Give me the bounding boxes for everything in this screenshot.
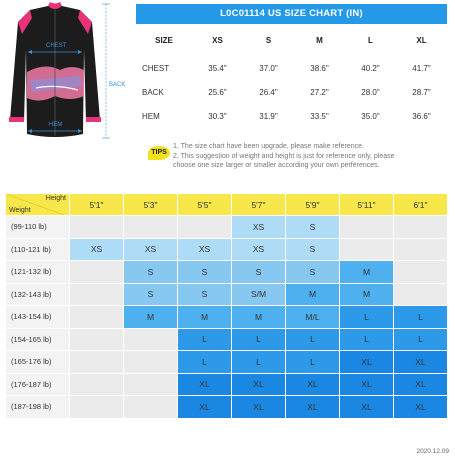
size-cell (394, 261, 447, 283)
size-cell: M (286, 284, 339, 306)
table-row (6, 239, 447, 261)
column-header: XS (212, 35, 223, 45)
tip-line: 2, This suggestion of weight and height is just for reference only, please (173, 152, 395, 160)
size-table (136, 24, 447, 128)
height-header: 5'11" (340, 194, 393, 215)
size-cell: XS (124, 239, 177, 261)
size-cell: XL (340, 374, 393, 396)
size-cell (70, 284, 123, 306)
height-header: 5'7" (232, 194, 285, 215)
size-cell: M (340, 284, 393, 306)
table-cell: 26.4" (259, 87, 278, 97)
size-cell (340, 239, 393, 261)
weight-range: (187-198 lb) (6, 396, 69, 418)
size-table-header-row (136, 24, 447, 56)
size-cell (70, 351, 123, 373)
size-cell: L (340, 329, 393, 351)
column-header: XL (416, 35, 427, 45)
table-row (136, 80, 447, 104)
height-header: 5'9" (286, 194, 339, 215)
back-label: BACK (109, 82, 126, 88)
table-row (6, 216, 447, 238)
table-cell: 35.4" (208, 63, 227, 73)
size-cell: S/M (232, 284, 285, 306)
size-cell (124, 329, 177, 351)
date-stamp: 2020.12.09 (416, 448, 449, 455)
jersey-illustration (0, 0, 135, 145)
size-cell (70, 261, 123, 283)
size-cell (70, 306, 123, 328)
row-label: CHEST (142, 63, 170, 73)
weight-range: (99-110 lb) (6, 216, 69, 238)
table-cell: 35.0" (361, 111, 380, 121)
size-cell: M (178, 306, 231, 328)
tip-line: choose one size larger or smaller according your own perferences. (173, 162, 380, 169)
size-cell: XS (232, 216, 285, 238)
size-cell (70, 216, 123, 238)
size-cell: XL (286, 374, 339, 396)
table-row (6, 351, 447, 373)
size-cell: XL (178, 396, 231, 418)
table-row (136, 56, 447, 80)
size-cell: XL (232, 396, 285, 418)
table-row (6, 261, 447, 283)
size-cell (124, 374, 177, 396)
jersey-image (0, 0, 135, 145)
column-header: M (316, 35, 323, 45)
weight-range: (165-176 lb) (6, 351, 69, 373)
size-cell (70, 396, 123, 418)
tips-text (173, 142, 451, 171)
column-header: S (265, 35, 272, 45)
tips-badge: TIPS (148, 146, 170, 160)
table-cell: 30.3" (208, 111, 227, 121)
size-cell (124, 351, 177, 373)
table-cell: 28.7" (412, 87, 431, 97)
size-cell: M/L (286, 306, 339, 328)
table-cell: 33.5" (310, 111, 329, 121)
size-cell (124, 216, 177, 238)
table-cell: 37.0" (259, 63, 278, 73)
size-cell: XS (232, 239, 285, 261)
weight-range: (143-154 lb) (6, 306, 69, 328)
table-cell: 27.2" (310, 87, 329, 97)
size-cell: XL (394, 374, 447, 396)
height-header: 5'3" (124, 194, 177, 215)
weight-range: (154-165 lb) (6, 329, 69, 351)
table-row (6, 306, 447, 328)
size-cell (340, 216, 393, 238)
size-cell: S (178, 261, 231, 283)
size-cell: XS (178, 239, 231, 261)
table-row (6, 374, 447, 396)
size-cell (394, 239, 447, 261)
size-cell: M (124, 306, 177, 328)
tips-section (148, 142, 448, 178)
table-cell: 28.0" (361, 87, 380, 97)
size-cell: S (124, 261, 177, 283)
size-cell: S (286, 216, 339, 238)
weight-range: (132-143 lb) (6, 284, 69, 306)
table-cell: 40.2" (361, 63, 380, 73)
row-label: BACK (142, 87, 164, 97)
size-cell: XL (340, 351, 393, 373)
size-cell: L (178, 329, 231, 351)
size-cell: XS (70, 239, 123, 261)
size-cell (394, 216, 447, 238)
size-cell: L (340, 306, 393, 328)
size-cell: XL (340, 396, 393, 418)
table-cell: 25.6" (208, 87, 227, 97)
tip-line: 1, The size chart have been upgrade, please make reference. (173, 143, 364, 150)
table-cell: 31.9" (259, 111, 278, 121)
height-header: 5'5" (178, 194, 231, 215)
size-chart (136, 0, 447, 131)
weight-label: Weight (9, 207, 31, 214)
size-cell: XL (178, 374, 231, 396)
size-chart-title: L0C01114 US SIZE CHART (IN) (136, 4, 447, 24)
size-cell: S (178, 284, 231, 306)
size-cell: L (286, 351, 339, 373)
hem-label: HEM (49, 122, 63, 128)
size-cell: L (178, 351, 231, 373)
size-cell: S (124, 284, 177, 306)
table-row (136, 104, 447, 128)
column-header: L (368, 35, 373, 45)
column-header: SIZE (155, 35, 173, 45)
size-cell: S (286, 261, 339, 283)
grid-corner (6, 194, 69, 215)
height-label: Height (45, 195, 66, 202)
table-row (6, 329, 447, 351)
size-cell: XL (232, 374, 285, 396)
row-label: HEM (142, 111, 160, 121)
chest-label: CHEST (46, 43, 67, 49)
size-cell: L (394, 306, 447, 328)
table-row (6, 396, 447, 418)
weight-range: (110-121 lb) (6, 239, 69, 261)
size-cell: XL (286, 396, 339, 418)
size-cell: XL (394, 396, 447, 418)
size-cell (124, 396, 177, 418)
size-cell: S (286, 239, 339, 261)
size-cell: L (232, 329, 285, 351)
table-cell: 38.6" (310, 63, 329, 73)
size-cell: XL (394, 351, 447, 373)
size-cell (70, 329, 123, 351)
size-cell (394, 284, 447, 306)
size-cell: M (340, 261, 393, 283)
table-cell: 41.7" (412, 63, 431, 73)
height-header: 5'1" (70, 194, 123, 215)
weight-range: (176-187 lb) (6, 374, 69, 396)
size-cell: L (232, 351, 285, 373)
height-header-row (6, 194, 447, 215)
size-cell: M (232, 306, 285, 328)
size-cell (178, 216, 231, 238)
size-cell: L (394, 329, 447, 351)
size-cell: S (232, 261, 285, 283)
fit-grid (5, 193, 448, 419)
weight-range: (121-132 lb) (6, 261, 69, 283)
size-cell (70, 374, 123, 396)
height-header: 6'1" (394, 194, 447, 215)
size-cell: L (286, 329, 339, 351)
table-cell: 36.6" (412, 111, 431, 121)
table-row (6, 284, 447, 306)
